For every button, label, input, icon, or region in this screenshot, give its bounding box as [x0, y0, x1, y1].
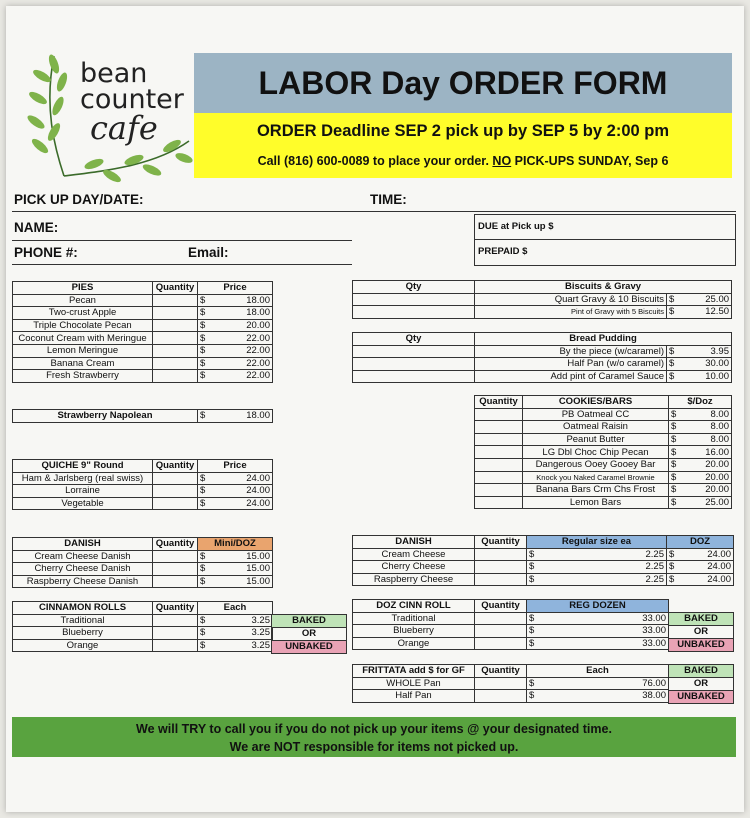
- pies-qty-cell[interactable]: [153, 319, 198, 332]
- bread-item: Add pint of Caramel Sauce: [475, 370, 667, 383]
- cookies-item: Banana Bars Crm Chs Frost: [523, 484, 669, 497]
- danish-reg-doz-price: $ 24.00: [667, 573, 734, 586]
- cinn-doz-price: $ 33.00: [527, 612, 669, 625]
- cinn-doz-row: [353, 612, 669, 625]
- danish-mini-qty-cell[interactable]: [153, 563, 198, 576]
- pies-row: [13, 370, 273, 383]
- pies-price: $ 18.00: [198, 307, 273, 320]
- cookies-row: [475, 471, 732, 484]
- danish-reg-ea-price: $ 2.25: [527, 573, 667, 586]
- quiche-row: [13, 497, 273, 510]
- cookies-item: Peanut Butter: [523, 433, 669, 446]
- pies-item: Fresh Strawberry: [13, 370, 153, 383]
- frittata-table: [352, 664, 669, 703]
- pies-table: [12, 281, 273, 383]
- name-label: NAME:: [14, 220, 59, 235]
- frittata-qty-cell[interactable]: [475, 677, 527, 690]
- frittata-unbaked-option[interactable]: UNBAKED: [668, 690, 734, 704]
- prepaid-label[interactable]: PREPAID $: [478, 246, 528, 257]
- frittata-item: Half Pan: [353, 690, 475, 703]
- footer-line-1: We will TRY to call you if you do not pick up your items @ your designated time.: [136, 722, 612, 736]
- danish-reg-header: DANISH: [353, 536, 475, 549]
- danish-reg-ea-header: Regular size ea: [527, 536, 667, 549]
- cookies-qty-header: Quantity: [475, 396, 523, 409]
- pies-price: $ 22.00: [198, 344, 273, 357]
- cookies-qty-cell[interactable]: [475, 496, 523, 509]
- cookies-table: [474, 395, 732, 509]
- cookies-row: [475, 421, 732, 434]
- bread-row: [353, 370, 732, 383]
- cinnamon-qty-cell[interactable]: [153, 627, 198, 640]
- call-prefix: Call (816) 600-0089 to place your order.: [257, 154, 489, 168]
- cookies-price-header: $/Doz: [669, 396, 732, 409]
- frittata-qty-header: Quantity: [475, 665, 527, 678]
- name-line[interactable]: [12, 240, 352, 241]
- bread-row: [353, 345, 732, 358]
- cinnamon-row: [13, 614, 273, 627]
- cookies-price: $ 25.00: [669, 496, 732, 509]
- cinnamon-price-header: Each: [198, 602, 273, 615]
- quiche-price-header: Price: [198, 460, 273, 473]
- danish-reg-qty-cell[interactable]: [475, 573, 527, 586]
- pies-qty-cell[interactable]: [153, 370, 198, 383]
- cinnamon-item: Orange: [13, 639, 153, 652]
- cookies-price: $ 20.00: [669, 458, 732, 471]
- danish-reg-qty-header: Quantity: [475, 536, 527, 549]
- cookies-price: $ 8.00: [669, 421, 732, 434]
- cookies-price: $ 20.00: [669, 484, 732, 497]
- danish-mini-qty-header: Quantity: [153, 538, 198, 551]
- cookies-qty-cell[interactable]: [475, 408, 523, 421]
- cinnamon-qty-header: Quantity: [153, 602, 198, 615]
- cookies-row: [475, 458, 732, 471]
- danish-mini-item: Cream Cheese Danish: [13, 550, 153, 563]
- danish-mini-header: DANISH: [13, 538, 153, 551]
- cinnamon-row: [13, 627, 273, 640]
- cookies-price: $ 16.00: [669, 446, 732, 459]
- pies-item: Coconut Cream with Meringue: [13, 332, 153, 345]
- quiche-header: QUICHE 9" Round: [13, 460, 153, 473]
- biscuits-item: Quart Gravy & 10 Biscuits: [475, 293, 667, 306]
- quiche-item: Lorraine: [13, 485, 153, 498]
- cinn-dozen-table: [352, 599, 669, 650]
- cinn-doz-row: [353, 637, 669, 650]
- pies-item: Banana Cream: [13, 357, 153, 370]
- cinn-doz-qty-cell[interactable]: [475, 612, 527, 625]
- frittata-row: [353, 677, 669, 690]
- order-form-sheet: [6, 6, 744, 812]
- bread-price: $ 3.95: [667, 345, 732, 358]
- cinn-doz-row: [353, 625, 669, 638]
- biscuits-qty-header: Qty: [353, 281, 475, 294]
- bread-qty-cell[interactable]: [353, 358, 475, 371]
- danish-reg-item: Cherry Cheese: [353, 561, 475, 574]
- cinnamon-unbaked-option[interactable]: UNBAKED: [271, 640, 347, 654]
- quiche-price: $ 24.00: [198, 497, 273, 510]
- cookies-row: [475, 433, 732, 446]
- pies-item: Triple Chocolate Pecan: [13, 319, 153, 332]
- pies-row: [13, 357, 273, 370]
- cookies-price: $ 20.00: [669, 471, 732, 484]
- footer-line-2: We are NOT responsible for items not picked up.: [229, 740, 519, 754]
- logo-line-counter: counter: [80, 84, 184, 115]
- bread-price: $ 30.00: [667, 358, 732, 371]
- quiche-qty-cell[interactable]: [153, 472, 198, 485]
- danish-reg-item: Raspberry Cheese: [353, 573, 475, 586]
- danish-reg-row: [353, 573, 734, 586]
- cinn-doz-price: $ 33.00: [527, 637, 669, 650]
- danish-mini-item: Cherry Cheese Danish: [13, 563, 153, 576]
- pies-item: Lemon Meringue: [13, 344, 153, 357]
- quiche-price: $ 24.00: [198, 485, 273, 498]
- danish-mini-item: Raspberry Cheese Danish: [13, 575, 153, 588]
- call-no: NO: [492, 154, 512, 168]
- cookies-qty-cell[interactable]: [475, 421, 523, 434]
- danish-mini-table: [12, 537, 273, 588]
- danish-reg-doz-header: DOZ: [667, 536, 734, 549]
- bread-item: Half Pan (w/o caramel): [475, 358, 667, 371]
- logo-line-bean: bean: [80, 58, 148, 89]
- biscuits-header: Biscuits & Gravy: [475, 281, 732, 294]
- bread-item: By the piece (w/caramel): [475, 345, 667, 358]
- pies-header: PIES: [13, 282, 153, 295]
- cookies-header: COOKIES/BARS: [523, 396, 669, 409]
- quiche-item: Ham & Jarlsberg (real swiss): [13, 472, 153, 485]
- frittata-row: [353, 690, 669, 703]
- bread-qty-cell[interactable]: [353, 345, 475, 358]
- cinn-doz-or-label: OR: [668, 625, 734, 639]
- cookies-qty-cell[interactable]: [475, 446, 523, 459]
- cinn-doz-item: Orange: [353, 637, 475, 650]
- cinnamon-table: [12, 601, 273, 652]
- pies-price: $ 20.00: [198, 319, 273, 332]
- pies-price: $ 22.00: [198, 357, 273, 370]
- frittata-header: FRITTATA add $ for GF: [353, 665, 475, 678]
- frittata-or-label: OR: [668, 677, 734, 691]
- bread-header: Bread Pudding: [475, 333, 732, 346]
- pies-qty-cell[interactable]: [153, 357, 198, 370]
- due-label[interactable]: DUE at Pick up $: [478, 221, 554, 232]
- call-suffix: PICK-UPS SUNDAY, Sep 6: [514, 154, 669, 168]
- order-deadline: ORDER Deadline SEP 2 pick up by SEP 5 by 2:00 pm: [256, 122, 670, 140]
- frittata-price: $ 76.00: [527, 677, 669, 690]
- danish-mini-qty-cell[interactable]: [153, 575, 198, 588]
- cookies-item: Lemon Bars: [523, 496, 669, 509]
- payment-box: [474, 214, 736, 266]
- cinn-doz-item: Blueberry: [353, 625, 475, 638]
- danish-mini-row: [13, 563, 273, 576]
- pies-row: [13, 319, 273, 332]
- biscuits-qty-cell[interactable]: [353, 293, 475, 306]
- frittata-price-header: Each: [527, 665, 669, 678]
- danish-mini-row: [13, 575, 273, 588]
- logo-line-cafe: cafe: [90, 109, 158, 147]
- cookies-item: LG Dbl Choc Chip Pecan: [523, 446, 669, 459]
- biscuits-qty-cell[interactable]: [353, 306, 475, 319]
- cookies-qty-cell[interactable]: [475, 484, 523, 497]
- email-label: Email:: [188, 245, 229, 260]
- header-title-band: [194, 53, 732, 113]
- pies-qty-cell[interactable]: [153, 294, 198, 307]
- quiche-row: [13, 485, 273, 498]
- biscuits-price: $ 25.00: [667, 293, 732, 306]
- pies-row: [13, 344, 273, 357]
- cinnamon-header: CINNAMON ROLLS: [13, 602, 153, 615]
- pies-row: [13, 294, 273, 307]
- cookies-row: [475, 496, 732, 509]
- bread-price: $ 10.00: [667, 370, 732, 383]
- cinnamon-item: Blueberry: [13, 627, 153, 640]
- biscuits-row: [353, 306, 732, 319]
- cookies-price: $ 8.00: [669, 433, 732, 446]
- pies-price: $ 22.00: [198, 332, 273, 345]
- danish-mini-qty-cell[interactable]: [153, 550, 198, 563]
- cookies-qty-cell[interactable]: [475, 458, 523, 471]
- cookies-qty-cell[interactable]: [475, 433, 523, 446]
- cookies-row: [475, 446, 732, 459]
- pickup-date-label: PICK UP DAY/DATE:: [14, 192, 144, 207]
- pickup-line[interactable]: [12, 211, 736, 212]
- danish-mini-price: $ 15.00: [198, 563, 273, 576]
- footer-notice: [12, 717, 736, 757]
- cinnamon-baked-option[interactable]: BAKED: [271, 614, 347, 628]
- quiche-row: [13, 472, 273, 485]
- pies-qty-cell[interactable]: [153, 344, 198, 357]
- pies-qty-cell[interactable]: [153, 307, 198, 320]
- napolean-price: $ 18.00: [198, 410, 273, 423]
- bread-qty-cell[interactable]: [353, 370, 475, 383]
- danish-reg-qty-cell[interactable]: [475, 548, 527, 561]
- danish-reg-item: Cream Cheese: [353, 548, 475, 561]
- danish-reg-qty-cell[interactable]: [475, 561, 527, 574]
- cinnamon-price: $ 3.25: [198, 639, 273, 652]
- danish-reg-row: [353, 561, 734, 574]
- bread-qty-header: Qty: [353, 333, 475, 346]
- time-label: TIME:: [370, 192, 407, 207]
- pies-item: Two-crust Apple: [13, 307, 153, 320]
- danish-mini-price: $ 15.00: [198, 575, 273, 588]
- cinnamon-qty-cell[interactable]: [153, 639, 198, 652]
- danish-reg-ea-price: $ 2.25: [527, 548, 667, 561]
- cookies-qty-cell[interactable]: [475, 471, 523, 484]
- quiche-qty-header: Quantity: [153, 460, 198, 473]
- frittata-qty-cell[interactable]: [475, 690, 527, 703]
- cookies-row: [475, 484, 732, 497]
- cinn-doz-unbaked-option[interactable]: UNBAKED: [668, 638, 734, 652]
- pies-qty-header: Quantity: [153, 282, 198, 295]
- cookies-price: $ 8.00: [669, 408, 732, 421]
- cookies-item: PB Oatmeal CC: [523, 408, 669, 421]
- cookies-item: Dangerous Ooey Gooey Bar: [523, 458, 669, 471]
- cinnamon-item: Traditional: [13, 614, 153, 627]
- quiche-qty-cell[interactable]: [153, 497, 198, 510]
- frittata-item: WHOLE Pan: [353, 677, 475, 690]
- cinn-doz-baked-option[interactable]: BAKED: [668, 612, 734, 626]
- cookies-item: Knock you Naked Caramel Brownie: [523, 471, 669, 484]
- cinn-doz-qty-header: Quantity: [475, 600, 527, 613]
- pies-item: Pecan: [13, 294, 153, 307]
- napolean-table: [12, 409, 273, 423]
- biscuits-price: $ 12.50: [667, 306, 732, 319]
- page-title: LABOR Day ORDER FORM: [258, 65, 668, 101]
- napolean-item: Strawberry Napolean: [13, 410, 198, 423]
- quiche-item: Vegetable: [13, 497, 153, 510]
- cookies-item: Oatmeal Raisin: [523, 421, 669, 434]
- danish-regular-table: [352, 535, 734, 586]
- pies-row: [13, 307, 273, 320]
- cinnamon-price: $ 3.25: [198, 614, 273, 627]
- cinnamon-row: [13, 639, 273, 652]
- danish-reg-doz-price: $ 24.00: [667, 561, 734, 574]
- quiche-price: $ 24.00: [198, 472, 273, 485]
- cafe-logo: [24, 46, 194, 186]
- cinn-doz-qty-cell[interactable]: [475, 625, 527, 638]
- quiche-table: [12, 459, 273, 510]
- cinn-doz-qty-cell[interactable]: [475, 637, 527, 650]
- quiche-qty-cell[interactable]: [153, 485, 198, 498]
- call-notice: [194, 154, 732, 168]
- bread-row: [353, 358, 732, 371]
- cinnamon-qty-cell[interactable]: [153, 614, 198, 627]
- cinn-doz-header: DOZ CINN ROLL: [353, 600, 475, 613]
- danish-mini-row: [13, 550, 273, 563]
- cinn-doz-item: Traditional: [353, 612, 475, 625]
- danish-reg-ea-price: $ 2.25: [527, 561, 667, 574]
- danish-reg-doz-price: $ 24.00: [667, 548, 734, 561]
- cinnamon-price: $ 3.25: [198, 627, 273, 640]
- header-info-band: [194, 113, 732, 178]
- frittata-price: $ 38.00: [527, 690, 669, 703]
- pies-row: [13, 332, 273, 345]
- danish-reg-row: [353, 548, 734, 561]
- pies-price: $ 22.00: [198, 370, 273, 383]
- biscuits-table: [352, 280, 732, 319]
- frittata-baked-option[interactable]: BAKED: [668, 664, 734, 678]
- cinnamon-or-label: OR: [271, 627, 347, 641]
- danish-mini-price-header: Mini/DOZ: [198, 538, 273, 551]
- biscuits-row: [353, 293, 732, 306]
- phone-label: PHONE #:: [14, 245, 78, 260]
- danish-mini-price: $ 15.00: [198, 550, 273, 563]
- cinn-doz-price-header: REG DOZEN: [527, 600, 669, 613]
- pies-price-header: Price: [198, 282, 273, 295]
- bread-pudding-table: [352, 332, 732, 383]
- phone-line[interactable]: [12, 264, 352, 265]
- pies-qty-cell[interactable]: [153, 332, 198, 345]
- cookies-row: [475, 408, 732, 421]
- pies-price: $ 18.00: [198, 294, 273, 307]
- biscuits-item: Pint of Gravy with 5 Biscuits: [475, 306, 667, 319]
- cinn-doz-price: $ 33.00: [527, 625, 669, 638]
